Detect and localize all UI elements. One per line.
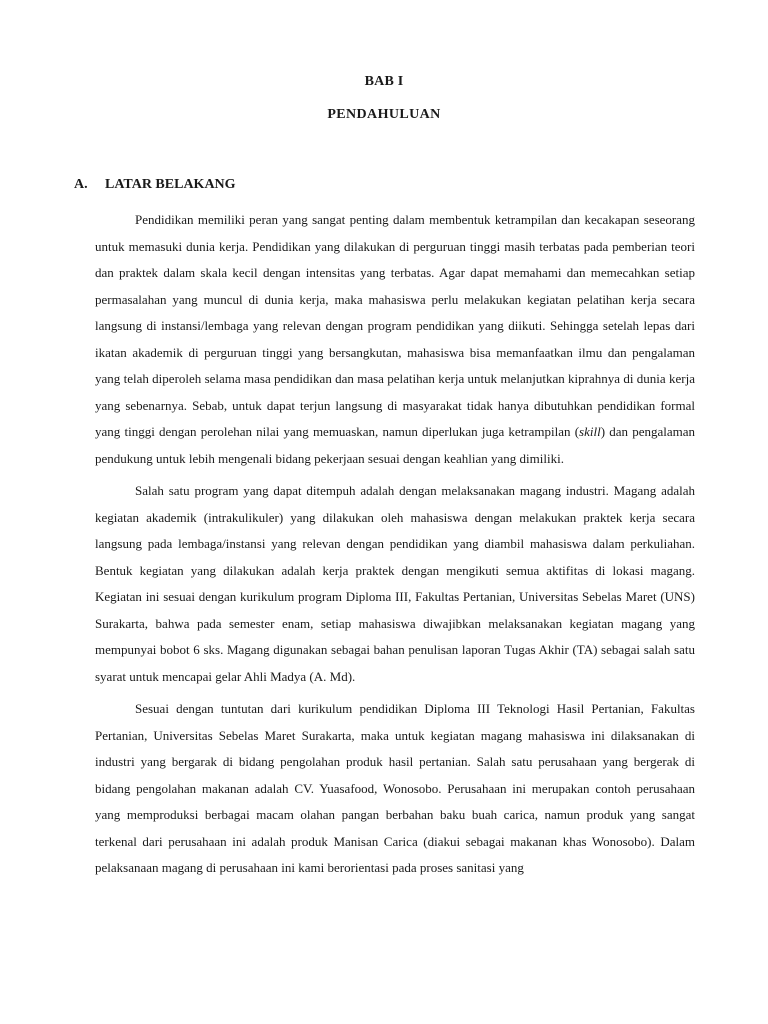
body-text (95, 207, 695, 888)
paragraph-text: Pendidikan memiliki peran yang sangat penting dalam membentuk ketrampilan dan kecakapan seseorang untuk memasuki dunia kerja. Pendidikan yang dilakukan di perguruan tinggi masih terbatas pada pemberian teori dan praktek dalam skala kecil dengan intensitas yang terbatas. Agar dapat memahami dan memecahkan setiap permasalahan yang muncul di dunia kerja, maka mahasiswa perlu melakukan kegiatan pelatihan kerja secara langsung di instansi/lembaga yang relevan dengan program pendidikan yang diikuti. Sehingga setelah lepas dari ikatan akademik di perguruan tinggi yang bersangkutan, mahasiswa bisa memanfaatkan ilmu dan pengalaman yang telah diperoleh selama masa pendidikan dan masa pelatihan kerja untuk melanjutkan kiprahnya di dunia kerja yang sebenarnya. Sebab, untuk dapat terjun langsung di masyarakat tidak hanya dibutuhkan pendidikan formal yang tinggi dengan perolehan nilai yang memuaskan, namun diperlukan juga ketrampilan ( (95, 212, 695, 439)
paragraph-text: Salah satu program yang dapat ditempuh adalah dengan melaksanakan magang industri. Magang adalah kegiatan akademik (intrakulikuler) yang dilakukan oleh mahasiswa dengan melakukan praktek kerja secara langsung pada lembaga/instansi yang relevan dengan pendidikan yang diambil mahasiswa dalam perkuliahan. Bentuk kegiatan yang dilakukan adalah kerja praktek dengan mengikuti semua aktifitas di lokasi magang. Kegiatan ini sesuai dengan kurikulum program Diploma III, Fakultas Pertanian, Universitas Sebelas Maret (UNS) Surakarta, bahwa pada semester enam, setiap mahasiswa diwajibkan melaksanakan kegiatan magang yang mempunyai bobot 6 sks. Magang digunakan sebagai bahan penulisan laporan Tugas Akhir (TA) sebagai salah satu syarat untuk mencapai gelar Ahli Madya (A. Md). (95, 483, 695, 684)
paragraph-text: Sesuai dengan tuntutan dari kurikulum pendidikan Diploma III Teknologi Hasil Pertanian, Fakultas Pertanian, Universitas Sebelas Maret Surakarta, maka untuk kegiatan magang mahasiswa ini dilaksanakan di industri yang bergarak di bidang pengolahan produk hasil pertanian. Salah satu perusahaan yang bergerak di bidang pengolahan makanan adalah CV. Yuasafood, Wonosobo. Perusahaan ini merupakan contoh perusahaan yang memproduksi berbagai macam olahan pangan berbahan baku buah carica, namun produk yang sangat terkenal dari perusahaan ini adalah produk Manisan Carica (diakui sebagai makanan khas Wonosobo). Dalam pelaksanaan magang di perusahaan ini kami berorientasi pada proses sanitasi yang (95, 701, 695, 875)
section-title: LATAR BELAKANG (105, 177, 236, 192)
paragraph-3 (95, 696, 695, 882)
chapter-number: BAB I (364, 74, 404, 89)
section-heading (74, 177, 236, 193)
paragraph-1 (95, 207, 695, 472)
chapter-title: PENDAHULUAN (327, 107, 441, 122)
paragraph-2 (95, 478, 695, 690)
paragraph-text: ) dan pengalaman pendukung untuk lebih mengenali bidang pekerjaan sesuai dengan keahlian yang dimiliki. (95, 424, 695, 466)
section-marker: A. (74, 177, 88, 192)
italic-term: skill (579, 424, 601, 439)
